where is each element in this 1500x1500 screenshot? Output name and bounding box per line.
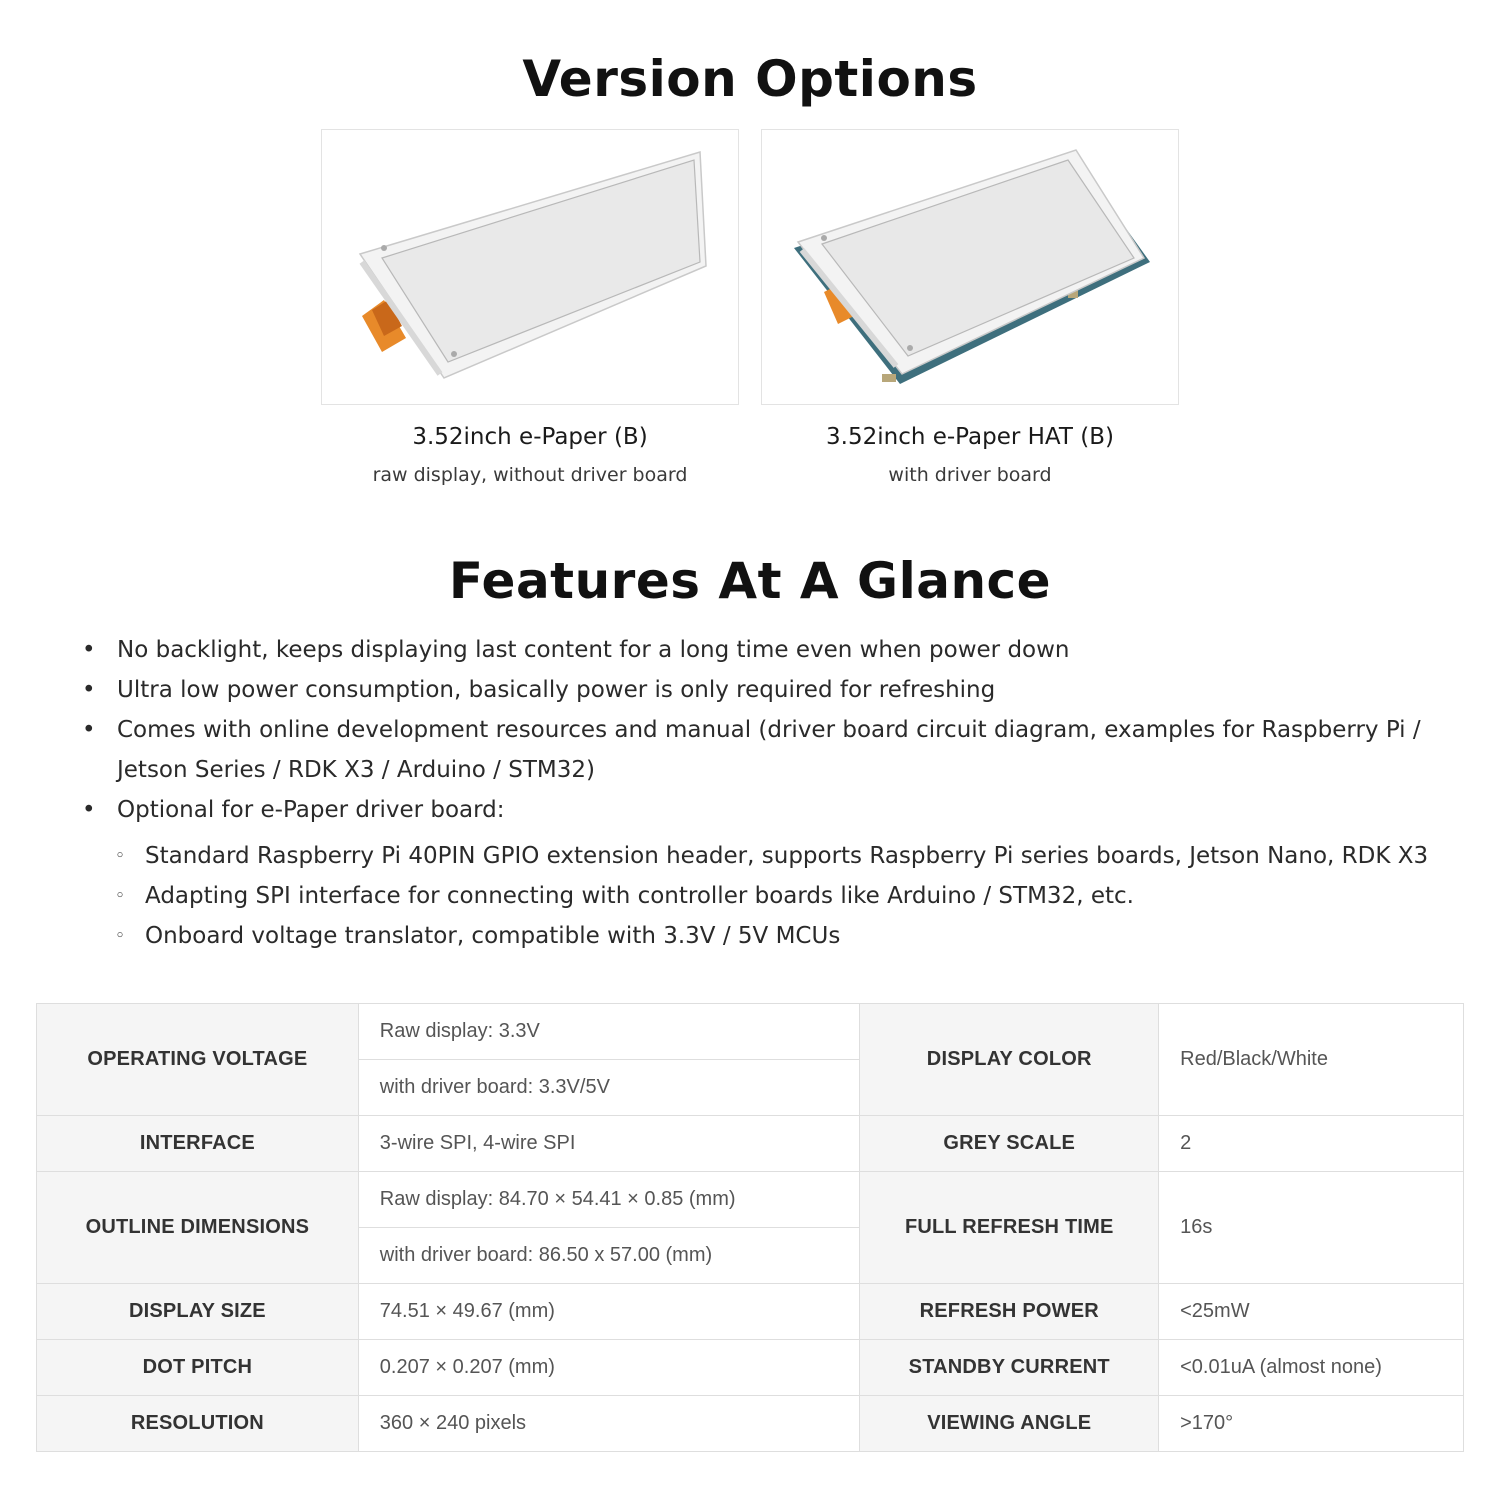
bullet-icon: •	[82, 717, 96, 743]
product-image-epaper-raw[interactable]	[321, 129, 739, 405]
bullet-icon: •	[82, 637, 96, 663]
spec-label-resolution: RESOLUTION	[37, 1396, 359, 1452]
spec-label-full-refresh-time: FULL REFRESH TIME	[860, 1172, 1159, 1284]
version-desc-hat: with driver board	[888, 464, 1052, 486]
sub-bullet-icon: ◦	[115, 886, 126, 906]
spec-value-outline-dimensions-raw: Raw display: 84.70 × 54.41 × 0.85 (mm)	[358, 1172, 860, 1228]
spec-value-dot-pitch: 0.207 × 0.207 (mm)	[358, 1340, 860, 1396]
features-list	[80, 630, 1440, 956]
version-name-hat: 3.52inch e-Paper HAT (B)	[826, 424, 1114, 450]
table-row	[37, 1284, 1464, 1340]
product-image-epaper-hat[interactable]	[761, 129, 1179, 405]
sub-bullet-icon: ◦	[115, 926, 126, 946]
bullet-icon: •	[82, 677, 96, 703]
bullet-icon: •	[82, 797, 96, 823]
version-options-title: Version Options	[522, 50, 978, 108]
version-name-raw: 3.52inch e-Paper (B)	[412, 424, 648, 450]
spec-label-refresh-power: REFRESH POWER	[860, 1284, 1159, 1340]
feature-item: • Ultra low power consumption, basically power is only required for refreshing	[80, 670, 1440, 710]
spec-label-grey-scale: GREY SCALE	[860, 1116, 1159, 1172]
spec-label-display-size: DISPLAY SIZE	[37, 1284, 359, 1340]
spec-label-outline-dimensions: OUTLINE DIMENSIONS	[37, 1172, 359, 1284]
spec-value-refresh-power: <25mW	[1159, 1284, 1464, 1340]
feature-item: • No backlight, keeps displaying last content for a long time even when power down	[80, 630, 1440, 670]
sub-bullet-icon: ◦	[115, 846, 126, 866]
spec-label-viewing-angle: VIEWING ANGLE	[860, 1396, 1159, 1452]
spec-value-interface: 3-wire SPI, 4-wire SPI	[358, 1116, 860, 1172]
spec-value-outline-dimensions-board: with driver board: 86.50 x 57.00 (mm)	[358, 1228, 860, 1284]
sub-feature-item: ◦ Standard Raspberry Pi 40PIN GPIO extension header, supports Raspberry Pi series boards, Jetson Nano, RDK X3	[107, 836, 1440, 876]
spec-label-operating-voltage: OPERATING VOLTAGE	[37, 1004, 359, 1116]
table-row	[37, 1172, 1464, 1228]
spec-label-interface: INTERFACE	[37, 1116, 359, 1172]
spec-table	[36, 1003, 1464, 1452]
spec-label-dot-pitch: DOT PITCH	[37, 1340, 359, 1396]
version-desc-raw: raw display, without driver board	[372, 464, 688, 486]
epaper-hat-illustration	[762, 130, 1180, 406]
spec-value-operating-voltage-board: with driver board: 3.3V/5V	[358, 1060, 860, 1116]
spec-value-standby-current: <0.01uA (almost none)	[1159, 1340, 1464, 1396]
spec-label-display-color: DISPLAY COLOR	[860, 1004, 1159, 1116]
spec-value-resolution: 360 × 240 pixels	[358, 1396, 860, 1452]
sub-features-list	[107, 836, 1440, 956]
table-row	[37, 1116, 1464, 1172]
table-row	[37, 1340, 1464, 1396]
feature-item: • Optional for e-Paper driver board: ◦ Standard Raspberry Pi 40PIN GPIO extension header, supports Raspberry Pi series boards, Jetson Nano, RDK X3 ◦ Adapting SPI interface for connecting with controller boards like Arduino / STM32, etc. ◦ Onboard voltage translator, compatible with 3.3V / 5V MCUs	[80, 790, 1440, 956]
spec-value-grey-scale: 2	[1159, 1116, 1464, 1172]
table-row	[37, 1396, 1464, 1452]
sub-feature-item: ◦ Onboard voltage translator, compatible with 3.3V / 5V MCUs	[107, 916, 1440, 956]
sub-feature-item: ◦ Adapting SPI interface for connecting with controller boards like Arduino / STM32, etc.	[107, 876, 1440, 916]
spec-label-standby-current: STANDBY CURRENT	[860, 1340, 1159, 1396]
spec-value-full-refresh-time: 16s	[1159, 1172, 1464, 1284]
spec-value-display-color: Red/Black/White	[1159, 1004, 1464, 1116]
spec-value-viewing-angle: >170°	[1159, 1396, 1464, 1452]
feature-item: • Comes with online development resources and manual (driver board circuit diagram, examples for Raspberry Pi / Jetson Series / RDK X3 / Arduino / STM32)	[80, 710, 1440, 790]
table-row	[37, 1004, 1464, 1060]
spec-value-operating-voltage-raw: Raw display: 3.3V	[358, 1004, 860, 1060]
features-title: Features At A Glance	[448, 552, 1052, 610]
spec-value-display-size: 74.51 × 49.67 (mm)	[358, 1284, 860, 1340]
epaper-raw-illustration	[322, 130, 740, 406]
